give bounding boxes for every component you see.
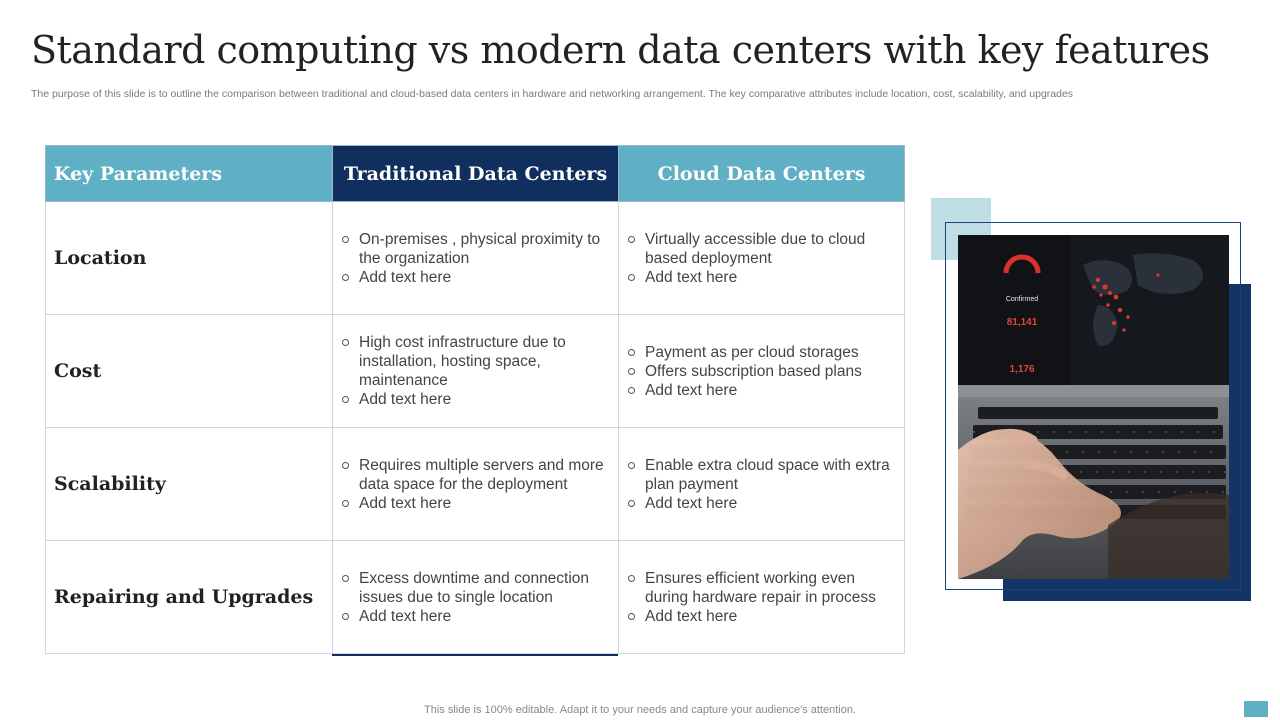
list-item: Add text here bbox=[341, 390, 610, 409]
list-item: Add text here bbox=[627, 607, 896, 626]
traditional-cell bbox=[333, 428, 619, 541]
table-row bbox=[46, 202, 905, 315]
column-accent-line bbox=[332, 654, 618, 656]
screen-value-primary: 81,141 bbox=[1006, 317, 1038, 328]
table-header-row bbox=[46, 146, 905, 202]
cloud-cell bbox=[619, 202, 905, 315]
screen-confirmed-label: Confirmed bbox=[1005, 296, 1039, 303]
list-item: On-premises , physical proximity to the organization bbox=[341, 230, 610, 268]
slide-subtitle: The purpose of this slide is to outline the comparison between traditional and cloud-based data centers in hardware and networking arrangement. The key comparative attributes include location, cost, scalability, and upgrades bbox=[31, 88, 1074, 100]
bullet-list bbox=[627, 343, 896, 400]
parameter-cell: Cost bbox=[46, 315, 333, 428]
corner-accent bbox=[1244, 701, 1268, 717]
header-cloud-data-centers: Cloud Data Centers bbox=[619, 146, 905, 202]
parameter-cell: Location bbox=[46, 202, 333, 315]
list-item: High cost infrastructure due to installation, hosting space, maintenance bbox=[341, 333, 610, 390]
list-item: Requires multiple servers and more data space for the deployment bbox=[341, 456, 610, 494]
slide-title: Standard computing vs modern data centers with key features bbox=[31, 28, 1210, 72]
bullet-list bbox=[627, 569, 896, 626]
traditional-cell bbox=[333, 315, 619, 428]
table-row bbox=[46, 315, 905, 428]
parameter-cell: Repairing and Upgrades bbox=[46, 541, 333, 654]
bullet-list bbox=[627, 230, 896, 287]
list-item: Add text here bbox=[341, 607, 610, 626]
header-key-parameters: Key Parameters bbox=[46, 146, 333, 202]
traditional-cell bbox=[333, 202, 619, 315]
parameter-cell: Scalability bbox=[46, 428, 333, 541]
list-item: Offers subscription based plans bbox=[627, 362, 896, 381]
bullet-list bbox=[341, 333, 610, 409]
list-item: Enable extra cloud space with extra plan payment bbox=[627, 456, 896, 494]
cloud-cell bbox=[619, 315, 905, 428]
list-item: Excess downtime and connection issues due to single location bbox=[341, 569, 610, 607]
cloud-cell bbox=[619, 428, 905, 541]
laptop-photo bbox=[958, 235, 1229, 579]
bullet-list bbox=[627, 456, 896, 513]
footer-note: This slide is 100% editable. Adapt it to your needs and capture your audience's attention. bbox=[424, 704, 856, 716]
bullet-list bbox=[341, 456, 610, 513]
cloud-cell bbox=[619, 541, 905, 654]
list-item: Add text here bbox=[341, 494, 610, 513]
list-item: Ensures efficient working even during hardware repair in process bbox=[627, 569, 896, 607]
list-item: Payment as per cloud storages bbox=[627, 343, 896, 362]
table-row bbox=[46, 428, 905, 541]
traditional-cell bbox=[333, 541, 619, 654]
list-item: Add text here bbox=[627, 381, 896, 400]
laptop-dashboard-image bbox=[958, 235, 1229, 579]
bullet-list bbox=[341, 569, 610, 626]
list-item: Add text here bbox=[627, 494, 896, 513]
header-traditional-data-centers: Traditional Data Centers bbox=[333, 146, 619, 202]
list-item: Add text here bbox=[341, 268, 610, 287]
list-item: Virtually accessible due to cloud based deployment bbox=[627, 230, 896, 268]
table-row bbox=[46, 541, 905, 654]
screen-value-secondary: 1,176 bbox=[1009, 364, 1035, 375]
bullet-list bbox=[341, 230, 610, 287]
list-item: Add text here bbox=[627, 268, 896, 287]
comparison-table bbox=[45, 145, 905, 654]
